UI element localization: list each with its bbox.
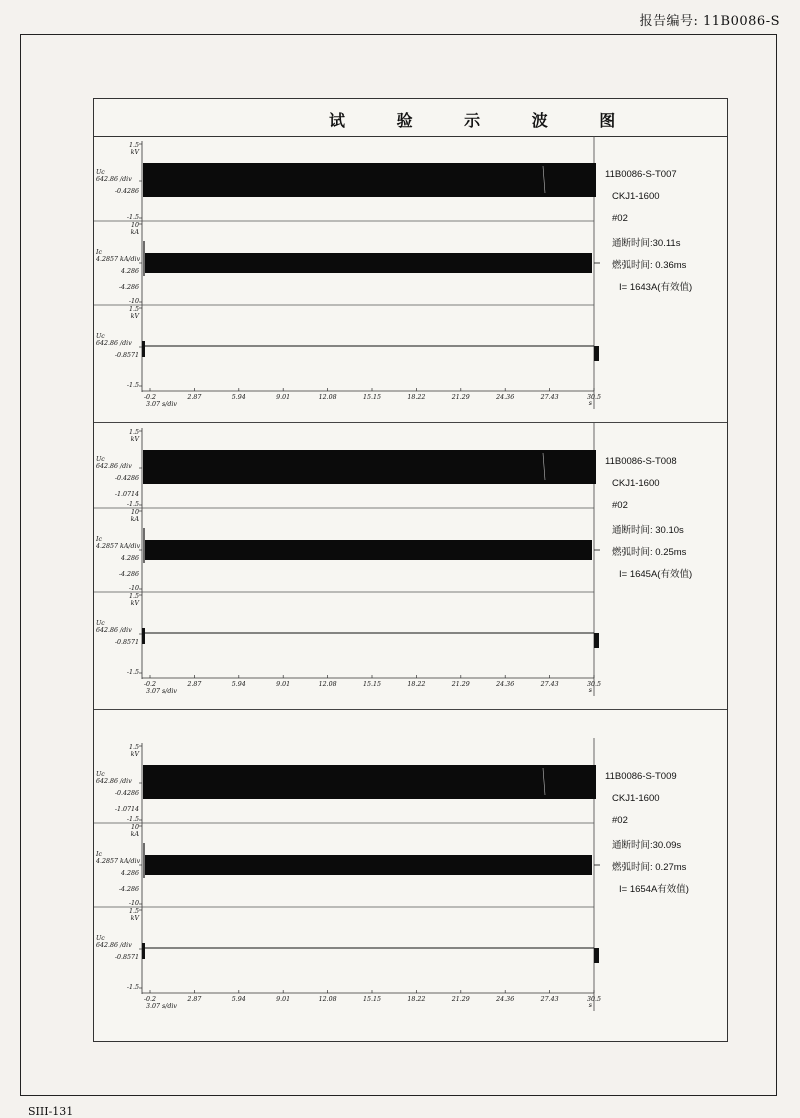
channel-scale: 4.2857 kA/div: [96, 858, 141, 865]
x-tick-label: 21.29: [451, 681, 470, 688]
y-extra-label: -1.0714: [114, 491, 139, 498]
y-extra-label: -4.286: [118, 571, 139, 578]
y-top-label: 1.5: [128, 908, 139, 915]
test-id: 11B0086-S-T007: [605, 169, 677, 180]
x-tick-label: 18.22: [407, 681, 426, 688]
x-tick-label: -0.2: [143, 394, 157, 401]
channel-name: Uc: [96, 333, 105, 340]
x-tick-label: 15.15: [362, 681, 382, 688]
x-tick-label: 2.87: [187, 681, 202, 688]
y-extra-label: -4.286: [118, 886, 139, 893]
oscillogram-panel: [94, 424, 727, 721]
y-top-label: 1.5: [128, 142, 139, 149]
model-label: CKJ1-1600: [612, 478, 660, 489]
conduction-time: 通断时间:30.09s: [612, 840, 682, 851]
current-rms: I= 1645A(有效值): [619, 569, 693, 580]
x-scale-label: 3.07 s/div: [146, 688, 177, 695]
channel-name: Uc: [96, 456, 105, 463]
conduction-time: 通断时间:30.11s: [612, 238, 681, 249]
x-tick-label: 30.5: [586, 996, 602, 1003]
arcing-time: 燃弧时间: 0.36ms: [612, 260, 687, 271]
footer-code: SIII-131: [28, 1105, 74, 1118]
y-top-label: 1.5: [128, 429, 139, 436]
y-bottom-label: -10: [128, 900, 139, 907]
y-mid-label: -0.4286: [114, 188, 139, 195]
y-unit-label: kV: [130, 149, 139, 156]
x-tick-label: 18.22: [407, 996, 426, 1003]
y-unit-label: kV: [130, 600, 139, 607]
y-bottom-label: -1.5: [126, 669, 139, 676]
x-tick-label: 2.87: [187, 394, 202, 401]
y-unit-label: kA: [130, 229, 139, 236]
y-top-label: 1.5: [128, 593, 139, 600]
y-mid-label: -0.4286: [114, 790, 139, 797]
current-rms: I= 1643A(有效值): [619, 282, 693, 293]
arcing-time: 燃弧时间: 0.27ms: [612, 862, 687, 873]
y-unit-label: kA: [130, 516, 139, 523]
panel-separator: [94, 709, 727, 710]
x-unit-label: s: [588, 400, 592, 407]
channel-scale: 642.86 /div: [96, 627, 132, 634]
page-title: 试 验 示 波 图: [329, 111, 639, 130]
y-bottom-label: -1.5: [126, 984, 139, 991]
x-tick-label: 15.15: [362, 394, 382, 401]
x-tick-label: -0.2: [143, 681, 157, 688]
conduction-time: 通断时间: 30.10s: [612, 525, 684, 536]
y-mid-label: -0.4286: [114, 475, 139, 482]
trace-current: [145, 253, 592, 273]
channel-name: Ic: [96, 851, 103, 858]
y-mid-label: 4.286: [120, 268, 139, 275]
model-label: CKJ1-1600: [612, 793, 660, 804]
channel-scale: 4.2857 kA/div: [96, 543, 141, 550]
test-id: 11B0086-S-T009: [605, 771, 677, 782]
y-extra-label: -1.0714: [114, 806, 139, 813]
arcing-time: 燃弧时间: 0.25ms: [612, 547, 687, 558]
x-unit-label: s: [588, 1002, 592, 1009]
x-scale-label: 3.07 s/div: [146, 1003, 177, 1010]
trace-voltage: [143, 450, 596, 484]
y-mid-label: -0.8571: [114, 639, 139, 646]
channel-scale: 642.86 /div: [96, 176, 132, 183]
x-tick-label: 9.01: [276, 681, 291, 688]
trace-voltage: [143, 163, 596, 197]
y-mid-label: 4.286: [120, 870, 139, 877]
channel-name: Uc: [96, 620, 105, 627]
channel-name: Ic: [96, 249, 103, 256]
x-tick-label: 2.87: [187, 996, 202, 1003]
oscillogram-panel: [94, 137, 727, 434]
report-number: 报告编号: 11B0086-S: [639, 14, 780, 29]
channel-scale: 642.86 /div: [96, 463, 132, 470]
channel-name: Uc: [96, 169, 105, 176]
y-top-label: 10: [130, 824, 139, 831]
x-tick-label: 30.5: [586, 394, 602, 401]
y-bottom-label: -1.5: [126, 816, 139, 823]
y-bottom-label: -1.5: [126, 214, 139, 221]
y-unit-label: kV: [130, 915, 139, 922]
trace-uc-end: [594, 346, 599, 361]
channel-scale: 642.86 /div: [96, 340, 132, 347]
y-bottom-label: -1.5: [126, 501, 139, 508]
panel-separator: [94, 422, 727, 423]
x-tick-label: 12.08: [318, 996, 337, 1003]
x-tick-label: 27.43: [540, 681, 559, 688]
oscillogram-sheet: [93, 98, 728, 1042]
trace-uc-start: [142, 628, 145, 644]
sample-label: #02: [612, 815, 628, 826]
x-tick-label: -0.2: [143, 996, 157, 1003]
x-scale-label: 3.07 s/div: [146, 401, 177, 408]
x-tick-label: 18.22: [407, 394, 426, 401]
x-tick-label: 9.01: [276, 394, 291, 401]
channel-name: Uc: [96, 771, 105, 778]
x-tick-label: 5.94: [231, 394, 246, 401]
channel-scale: 642.86 /div: [96, 942, 132, 949]
y-top-label: 1.5: [128, 744, 139, 751]
channel-name: Ic: [96, 536, 103, 543]
channel-scale: 4.2857 kA/div: [96, 256, 141, 263]
trace-uc-start: [142, 943, 145, 959]
y-unit-label: kV: [130, 313, 139, 320]
y-unit-label: kV: [130, 751, 139, 758]
x-tick-label: 27.43: [540, 394, 559, 401]
y-top-label: 1.5: [128, 306, 139, 313]
x-tick-label: 12.08: [318, 681, 337, 688]
trace-uc-end: [594, 948, 599, 963]
test-id: 11B0086-S-T008: [605, 456, 677, 467]
y-mid-label: -0.8571: [114, 954, 139, 961]
sample-label: #02: [612, 213, 628, 224]
trace-uc-start: [142, 341, 145, 357]
y-top-label: 10: [130, 222, 139, 229]
x-tick-label: 30.5: [586, 681, 602, 688]
y-top-label: 10: [130, 509, 139, 516]
y-bottom-label: -1.5: [126, 382, 139, 389]
y-mid-label: 4.286: [120, 555, 139, 562]
trace-current: [145, 855, 592, 875]
channel-name: Uc: [96, 935, 105, 942]
title-bar: [94, 99, 727, 137]
x-tick-label: 5.94: [231, 996, 246, 1003]
x-tick-label: 9.01: [276, 996, 291, 1003]
y-bottom-label: -10: [128, 298, 139, 305]
trace-uc-end: [594, 633, 599, 648]
y-unit-label: kV: [130, 436, 139, 443]
x-tick-label: 24.36: [496, 394, 515, 401]
x-tick-label: 12.08: [318, 394, 337, 401]
x-unit-label: s: [588, 687, 592, 694]
trace-voltage: [143, 765, 596, 799]
x-tick-label: 21.29: [451, 394, 470, 401]
y-extra-label: -4.286: [118, 284, 139, 291]
oscillogram-panel: [94, 739, 727, 1036]
sample-label: #02: [612, 500, 628, 511]
x-tick-label: 21.29: [451, 996, 470, 1003]
channel-scale: 642.86 /div: [96, 778, 132, 785]
y-unit-label: kA: [130, 831, 139, 838]
trace-current: [145, 540, 592, 560]
current-rms: I= 1654A有效值): [619, 884, 689, 895]
y-mid-label: -0.8571: [114, 352, 139, 359]
x-tick-label: 5.94: [231, 681, 246, 688]
x-tick-label: 24.36: [496, 681, 515, 688]
x-tick-label: 15.15: [362, 996, 382, 1003]
y-bottom-label: -10: [128, 585, 139, 592]
model-label: CKJ1-1600: [612, 191, 660, 202]
x-tick-label: 24.36: [496, 996, 515, 1003]
x-tick-label: 27.43: [540, 996, 559, 1003]
